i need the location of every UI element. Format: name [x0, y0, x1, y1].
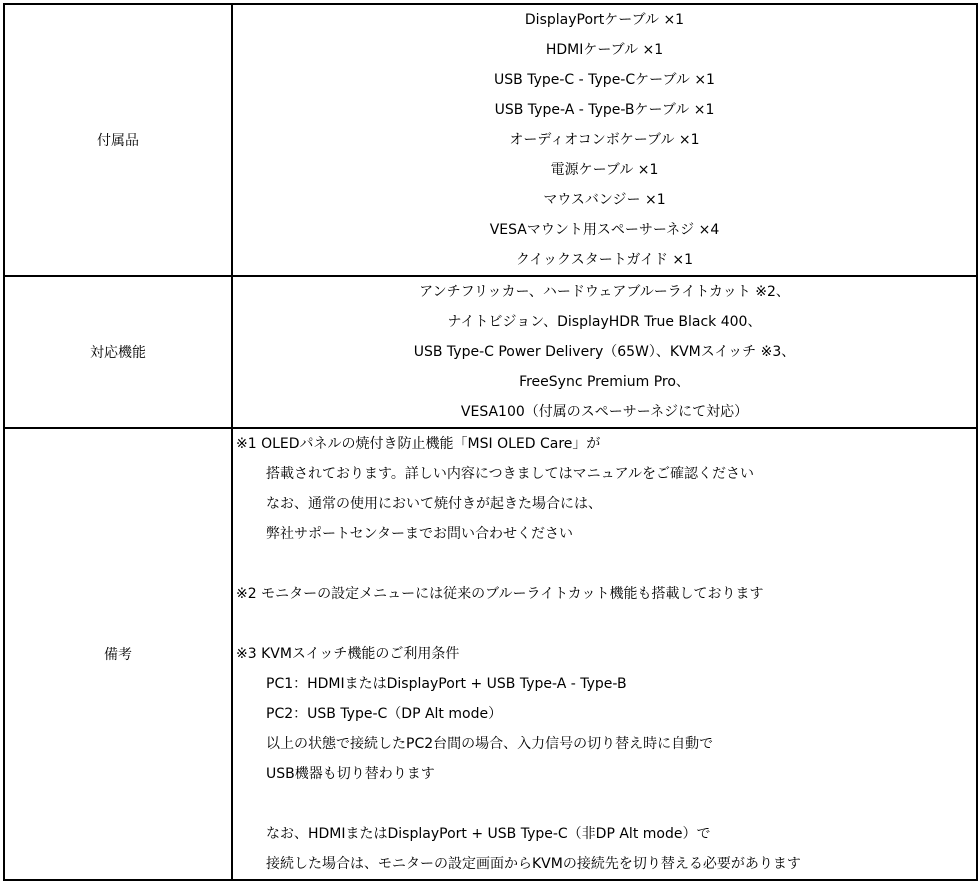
table-row: [4, 276, 977, 428]
note-line: 弊社サポートセンターまでお問い合わせください: [266, 526, 574, 542]
feature-line: USB Type-C Power Delivery（65W）、KVMスイッチ ※3、: [413, 344, 796, 360]
row-label-features: 対応機能: [4, 276, 232, 428]
feature-line: VESA100（付属のスペーサーネジにて対応）: [460, 404, 749, 420]
accessory-item: HDMIケーブル ×1: [545, 42, 664, 58]
accessory-item: DisplayPortケーブル ×1: [524, 12, 685, 28]
spec-table: [3, 3, 978, 881]
note-line: 搭載されております。詳しい内容につきましてはマニュアルをご確認ください: [266, 466, 755, 482]
note-line: PC2：USB Type-C（DP Alt mode）: [266, 706, 503, 722]
row-label-notes: 備考: [4, 428, 232, 880]
note-line: なお、通常の使用において焼付きが起きた場合には、: [266, 496, 602, 512]
note-spacer: [233, 609, 976, 639]
accessory-item: マウスバンジー ×1: [543, 192, 666, 208]
feature-line: FreeSync Premium Pro、: [519, 374, 690, 390]
feature-line: ナイトビジョン、DisplayHDR True Black 400、: [447, 314, 762, 330]
note-line: PC1：HDMIまたはDisplayPort + USB Type-A - Type-B: [266, 676, 627, 692]
accessory-item: 電源ケーブル ×1: [550, 162, 659, 178]
note-line: 以上の状態で接続したPC2台間の場合、入力信号の切り替え時に自動で: [266, 736, 714, 752]
table-row: [4, 428, 977, 880]
note-line: ※2 モニターの設定メニューには従来のブルーライトカット機能も搭載しております: [236, 586, 764, 602]
note-line: ※3 KVMスイッチ機能のご利用条件: [236, 646, 460, 662]
note-spacer: [233, 789, 976, 819]
feature-line: アンチフリッカー、ハードウェアブルーライトカット ※2、: [419, 284, 790, 300]
note-line: なお、HDMIまたはDisplayPort + USB Type-C（非DP Alt mode）で: [266, 826, 711, 842]
row-value-features: [232, 276, 977, 428]
note-line: ※1 OLEDパネルの焼付き防止機能「MSI OLED Care」が: [236, 436, 601, 452]
row-value-notes: [232, 428, 977, 880]
note-spacer: [233, 549, 976, 579]
note-line: USB機器も切り替わります: [266, 766, 435, 782]
accessory-item: VESAマウント用スペーサーネジ ×4: [489, 222, 720, 238]
accessory-item: オーディオコンボケーブル ×1: [509, 132, 700, 148]
accessory-item: USB Type-C - Type-Cケーブル ×1: [494, 72, 715, 88]
accessory-item: USB Type-A - Type-Bケーブル ×1: [494, 102, 715, 118]
table-row: [4, 4, 977, 276]
note-line: 接続した場合は、モニターの設定画面からKVMの接続先を切り替える必要があります: [266, 856, 801, 872]
row-label-accessories: 付属品: [4, 4, 232, 276]
accessory-item: クイックスタートガイド ×1: [515, 252, 694, 268]
row-value-accessories: [232, 4, 977, 276]
